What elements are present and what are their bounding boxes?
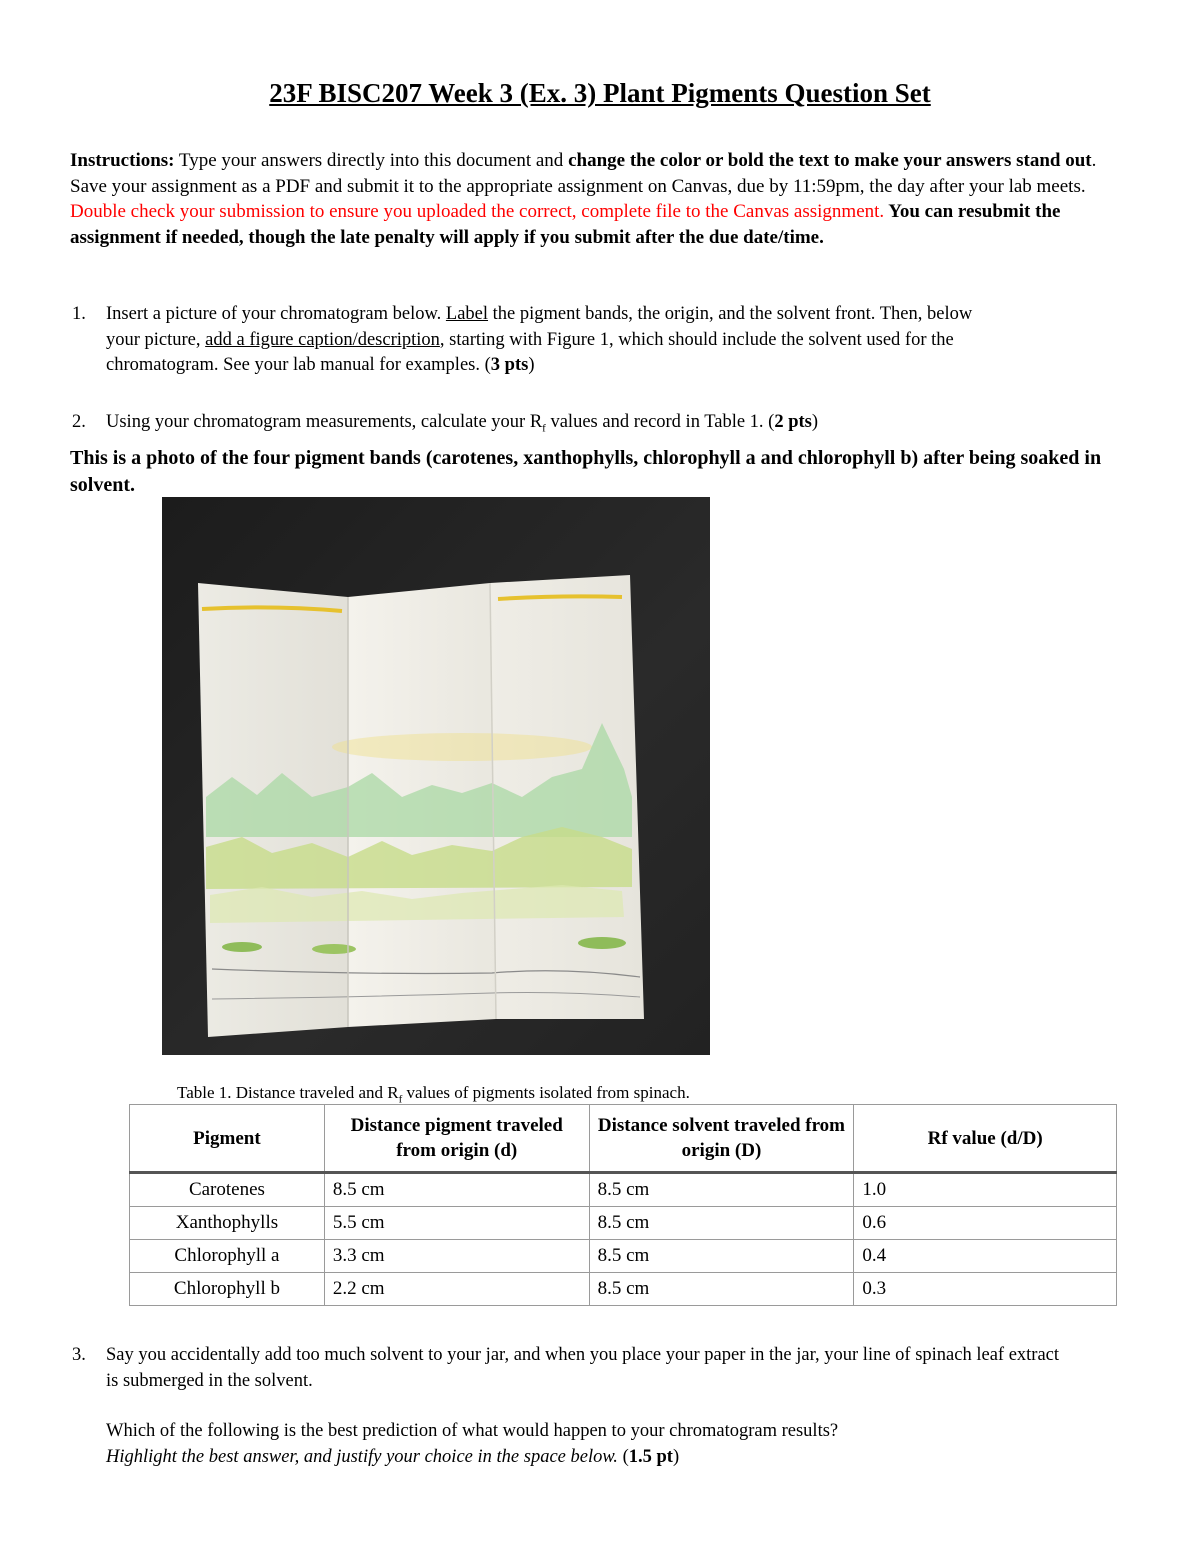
question-1-text-3: , starting with Figure 1, which should include the solvent used for the chromatogram. See your lab manual for examples. ( [106, 329, 954, 375]
page-title: 23F BISC207 Week 3 (Ex. 3) Plant Pigments Question Set [269, 78, 931, 108]
instructions-paragraph [70, 148, 1130, 250]
table-caption-subscript: f [398, 1093, 403, 1106]
question-3-close: ) [672, 1446, 680, 1467]
question-3 [72, 1343, 1066, 1470]
table-cell: 8.5 cm [589, 1273, 854, 1306]
instructions-resubmit: You can resubmit the assignment if needed, though the late penalty will apply if you submit after the due date/time. [70, 201, 1061, 248]
table-row [130, 1173, 1117, 1207]
chromatogram-photo [162, 497, 710, 1055]
table-cell: Chlorophyll b [130, 1273, 325, 1306]
question-1-points: 3 pts [490, 355, 529, 375]
table-cell: 2.2 cm [324, 1273, 589, 1306]
table-header: Rf value (d/D) [854, 1105, 1117, 1173]
answer-text: This is a photo of the four pigment bands (carotenes, xanthophylls, chlorophyll a and chlorophyll b) after being soaked in solvent. [70, 447, 1102, 496]
instructions-text: Type your answers directly into this document and [174, 150, 569, 171]
question-2-points: 2 pts [774, 412, 812, 432]
instructions-bold: change the color or bold the text to make your answers stand out [568, 150, 1092, 171]
question-3-number: 3. [72, 1345, 86, 1365]
question-2-subscript: f [542, 422, 546, 435]
question-1-label-word: Label [445, 304, 489, 324]
origin-spot [578, 937, 626, 949]
question-2-text: Using your chromatogram measurements, calculate your R [106, 412, 543, 432]
table-cell: 5.5 cm [324, 1207, 589, 1240]
table-caption-text: Table 1. Distance traveled and R [177, 1083, 399, 1102]
question-1-caption-phrase: add a figure caption/description [205, 329, 440, 350]
question-3-open: ( [617, 1446, 629, 1467]
origin-spot [312, 944, 356, 954]
table-row [130, 1240, 1117, 1273]
rf-values-table [129, 1104, 1117, 1306]
carotene-band [332, 733, 592, 761]
table-caption-text-2: values of pigments isolated from spinach. [402, 1083, 690, 1102]
instructions-label: Instructions: [70, 150, 175, 171]
question-2-number: 2. [72, 412, 86, 432]
table-cell: 0.3 [854, 1273, 1117, 1306]
question-1-number: 1. [72, 304, 86, 324]
table-cell: 8.5 cm [589, 1240, 854, 1273]
question-1 [72, 302, 1006, 379]
question-2-close: ) [811, 412, 819, 432]
question-3-instruction: Highlight the best answer, and justify your choice in the space below. [106, 1446, 618, 1467]
table-cell: 1.0 [854, 1173, 1117, 1207]
table-header: Pigment [130, 1105, 325, 1173]
table-caption [177, 1083, 690, 1105]
question-3-points: 1.5 pt [628, 1446, 673, 1467]
table-row [130, 1273, 1117, 1306]
table-cell: 8.5 cm [589, 1173, 854, 1207]
origin-spot [222, 942, 262, 952]
table-cell: 0.6 [854, 1207, 1117, 1240]
question-3-scenario: Say you accidentally add too much solvent to your jar, and when you place your paper in the jar, your line of spinach leaf extract is submerged in the solvent. [106, 1345, 1060, 1391]
question-3-prompt [106, 1419, 1066, 1470]
table-header-row [130, 1105, 1117, 1173]
table-cell: 0.4 [854, 1240, 1117, 1273]
question-2 [72, 410, 1006, 442]
question-1-text: Insert a picture of your chromatogram below. [106, 304, 446, 324]
table-cell: Carotenes [130, 1173, 325, 1207]
instructions-warning: Double check your submission to ensure you uploaded the correct, complete file to the Canvas assignment. [70, 201, 885, 222]
table-cell: Xanthophylls [130, 1207, 325, 1240]
table-cell: 8.5 cm [589, 1207, 854, 1240]
table-cell: Chlorophyll a [130, 1240, 325, 1273]
table-row [130, 1207, 1117, 1240]
question-1-text-2: the pigment bands, the origin, and the solvent front. Then, below your picture, [106, 304, 973, 350]
question-3-question: Which of the following is the best prediction of what would happen to your chromatogram results? [106, 1421, 839, 1441]
table-cell: 3.3 cm [324, 1240, 589, 1273]
question-2-text-2: values and record in Table 1. ( [545, 412, 775, 432]
table-cell: 8.5 cm [324, 1173, 589, 1207]
question-1-close: ) [528, 355, 535, 375]
instructions-due: . Save your assignment as a PDF and submit it to the appropriate assignment on Canvas, due by 11:59pm, the day after your lab meets. [70, 150, 1097, 197]
table-header: Distance pigment traveled from origin (d) [324, 1105, 589, 1173]
table-header: Distance solvent traveled from origin (D) [589, 1105, 854, 1173]
